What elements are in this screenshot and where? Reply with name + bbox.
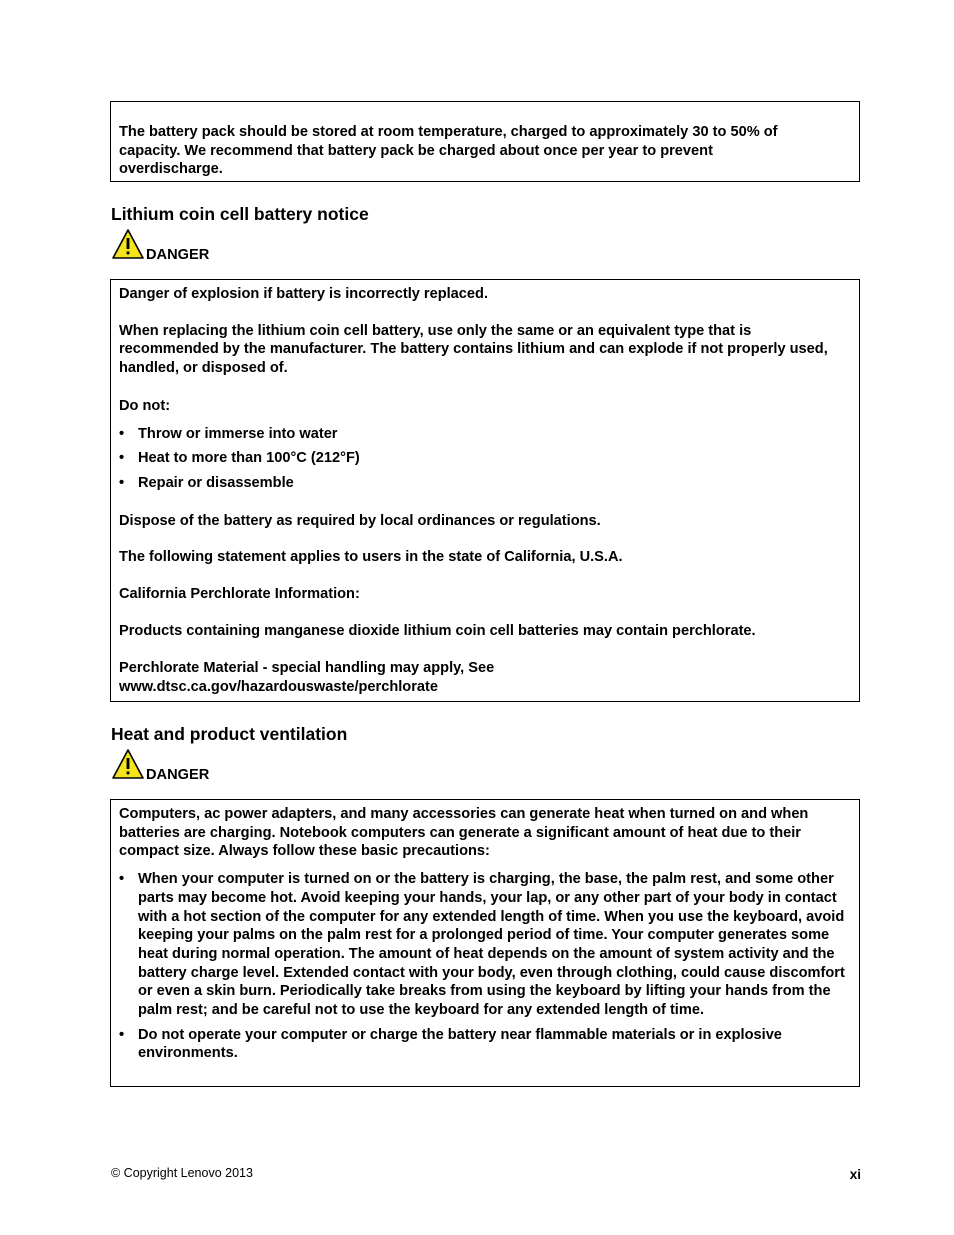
- heat-danger-label: DANGER: [146, 767, 210, 783]
- heat-heading: Heat and product ventilation: [111, 724, 348, 744]
- perchlorate-title: California Perchlorate Information:: [119, 586, 360, 603]
- footer-page-number: xi: [849, 1167, 861, 1182]
- storage-notice-box: [110, 101, 860, 182]
- heat-intro: Computers, ac power adapters, and many accessories can generate heat when turned on and when batteries are charging. Notebook computers can generate a significant amount of heat due to their compact size. Always follow these basic precautions:: [119, 806, 809, 860]
- list-item: • Heat to more than 100°C (212°F): [119, 450, 360, 467]
- list-item: • When your computer is turned on or the battery is charging, the base, the palm rest, and some other parts may become hot. Avoid keeping your hands, your lap, or any other part of your body in contact with a hot section of the computer for any extended length of time. When you use the keyboard, avoid keeping your palms on the palm rest for a prolonged period of time. Your computer generates some heat during normal operation. The amount of heat depends on the amount of system activity and the battery charge level. Extended contact with your body, even through clothing, could cause discomfort or even a skin burn. Periodically take breaks from using the keyboard by lifting your hands from the palm rest; and be careful not to use the keyboard for any extended length of time.: [119, 871, 845, 1019]
- warning-triangle-icon: [111, 748, 145, 780]
- heat-danger-box: [110, 799, 860, 1087]
- replacement-instructions: When replacing the lithium coin cell battery, use only the same or an equivalent type that is recommended by the manufacturer. The battery contains lithium and can explode if not properly used, handled, or disposed of.: [119, 322, 828, 377]
- warning-triangle-icon: [111, 228, 145, 260]
- perchlorate-material-text: Perchlorate Material - special handling may apply, See: [119, 660, 495, 677]
- storage-notice-text: The battery pack should be stored at room temperature, charged to approximately 30 to 50% of capacity. We recommend that battery pack be charged about once per year to prevent overdischarge.: [119, 124, 778, 178]
- lithium-heading: Lithium coin cell battery notice: [111, 204, 369, 224]
- list-item: • Throw or immerse into water: [119, 425, 338, 442]
- heat-precautions-list: [119, 870, 851, 1063]
- list-item: • Repair or disassemble: [119, 474, 294, 491]
- list-item: • Do not operate your computer or charge the battery near flammable materials or in explosive environments.: [119, 1026, 782, 1062]
- perchlorate-products: Products containing manganese dioxide lithium coin cell batteries may contain perchlorate.: [119, 622, 756, 639]
- lithium-danger-box: [110, 279, 860, 702]
- explosion-warning: Danger of explosion if battery is incorrectly replaced.: [119, 286, 489, 302]
- lithium-danger-label: DANGER: [146, 247, 210, 263]
- perchlorate-material: [119, 659, 851, 696]
- perchlorate-url: www.dtsc.ca.gov/hazardouswaste/perchlorate: [119, 679, 438, 696]
- do-not-label: Do not:: [119, 397, 171, 414]
- lithium-danger-notice: [111, 228, 311, 262]
- california-statement: The following statement applies to users in the state of California, U.S.A.: [119, 549, 623, 566]
- footer-copyright: © Copyright Lenovo 2013: [111, 1166, 253, 1180]
- dispose-instructions: Dispose of the battery as required by local ordinances or regulations.: [119, 512, 601, 529]
- do-not-list: [119, 425, 851, 493]
- heat-danger-notice: [111, 748, 311, 782]
